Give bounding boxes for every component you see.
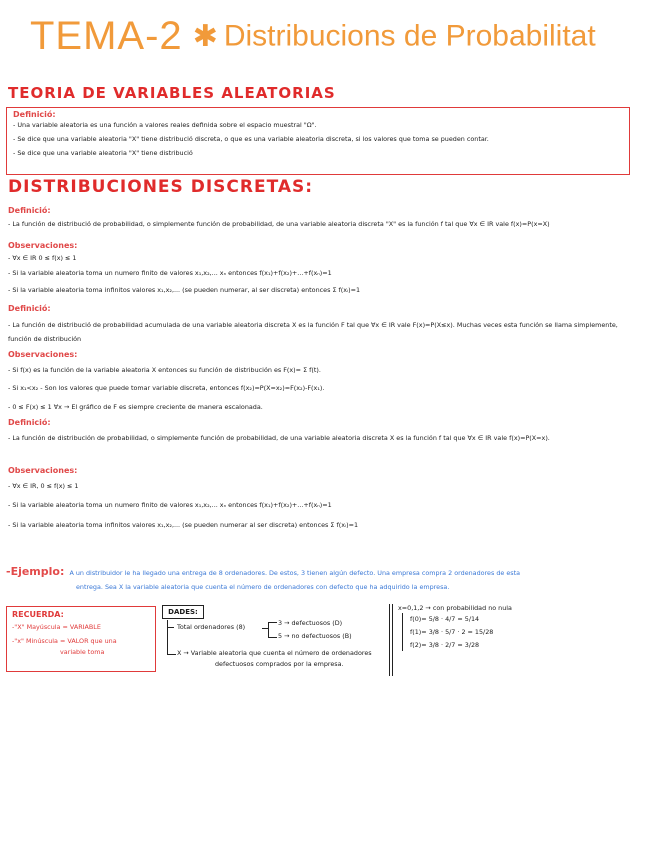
recuerda-box: [6, 606, 156, 672]
obs2-label: Observaciones:: [8, 350, 78, 359]
teoria-definition-box: [6, 107, 630, 175]
obs3-line-2: - Si la variable aleatoria toma un numero finito de valores x₁,x₂,... xₙ entonces f(x₁)+f(x₂)+...+f(xₙ)=1: [8, 501, 332, 509]
ejemplo-row: [6, 560, 520, 579]
datos-total: Total ordenadores (8): [177, 623, 246, 631]
obs1-line-2: - Si la variable aleatoria toma un numero finito de valores x₁,x₂,... xₙ entonces f(x₁)+f(x₂)+...+f(xₙ)=1: [8, 269, 332, 277]
recuerda-line-1: -"X" Mayúscula = VARIABLE: [12, 623, 101, 631]
datos-title: DADES:: [162, 605, 204, 619]
def3-section: [8, 418, 623, 445]
tema-number: TEMA-2: [30, 14, 183, 58]
datos-no-defectuosos: 5 → no defectuosos (B): [278, 632, 352, 640]
recuerda-line-2: -"x" Minúscula = VALOR que una: [12, 637, 117, 645]
obs3-label: Observaciones:: [8, 466, 78, 475]
ejemplo-line-2: entrega. Sea X la variable aleatoria que cuenta el número de ordenadores con defecto que ha adquirido la empresa.: [76, 583, 450, 591]
separator-line-1: [389, 604, 390, 676]
separator-line-2: [392, 604, 393, 676]
teoria-definition-label: Definició:: [13, 110, 56, 119]
recuerda-title: RECUERDA:: [12, 610, 64, 619]
obs3-section: [8, 466, 358, 531]
tema-subtitle: Distribucions de Probabilitat: [223, 19, 596, 53]
resultado-bracket: [402, 613, 407, 651]
def3-text: - La función de distribución de probabilidad, o simplemente función de probabilidad, de una variable aleatoria discreta X es la función f tal que ∀x ∈ IR vale f(x)=P(X=x).: [8, 434, 550, 442]
ejemplo-label: -Ejemplo:: [6, 565, 65, 578]
obs3-line-3: - Si la variable aleatoria toma infinitos valores x₁,x₂,... (se pueden numerar al ser discreta) entonces Σ f(xᵢ)=1: [8, 521, 359, 529]
teoria-line-2: - Se dice que una variable aleatoria "X" tiene distribució discreta, o que es una variable aleatoria discreta, si los valores que toma se pueden contar.: [13, 135, 489, 143]
datos-split-stem: [262, 628, 268, 629]
def1-section: [8, 206, 623, 230]
recuerda-line-3: variable toma: [60, 648, 105, 656]
def3-label: Definició:: [8, 418, 51, 427]
def2-text: - La función de distribució de probabilidad acumulada de una variable aleatoria discreta X es la función F tal que ∀x ∈ IR vale F(x)=P(X≤x). Muchas veces esta función se llama simplemente, función de distribución: [8, 321, 618, 343]
def2-section: [8, 304, 623, 346]
ejemplo-line-1: A un distribuidor le ha llegado una entrega de 8 ordenadores. De estos, 3 tienen algún defecto. Una empresa compra 2 ordenadores de esta: [69, 569, 521, 577]
datos-tree-branch: [168, 627, 174, 628]
obs2-section: [8, 350, 324, 413]
datos-x-line-1: X → Variable aleatoria que cuenta el número de ordenadores: [177, 649, 372, 657]
obs2-line-3: - 0 ≤ F(x) ≤ 1 ∀x → El gráfico de F es siempre creciente de manera escalonada.: [8, 403, 263, 411]
asterisk-icon: ✱: [192, 20, 218, 53]
def2-label: Definició:: [8, 304, 51, 313]
page-title: [30, 14, 630, 59]
datos-x-line-2: defectuosos comprados por la empresa.: [215, 660, 344, 668]
teoria-heading: TEORIA DE VARIABLES ALEATORIAS: [8, 84, 336, 102]
obs2-line-2: - Si x₁<x₂ - Son los valores que puede tomar variable discreta, entonces f(x₂)=P(X=x₂)=F(x₂)-F(x₁).: [8, 384, 325, 392]
obs1-line-1: - ∀x ∈ IR 0 ≤ f(x) ≤ 1: [8, 254, 77, 262]
def1-label: Definició:: [8, 206, 51, 215]
obs3-line-1: - ∀x ∈ IR, 0 ≤ f(x) ≤ 1: [8, 482, 79, 490]
resultado-f1: f(1)= 3/8 · 5/7 · 2 = 15/28: [410, 628, 494, 636]
obs1-line-3: - Si la variable aleatoria toma infinitos valores x₁,x₂,... (se pueden numerar, al ser discreta) entonces Σ f(xᵢ)=1: [8, 286, 361, 294]
def1-text: - La función de distribució de probabilidad, o simplemente función de probabilidad, de una variable aleatoria discreta "X" es la función f tal que ∀x ∈ IR vale f(x)=P(x=X): [8, 220, 550, 228]
obs1-section: [8, 241, 360, 296]
datos-defectuosos: 3 → defectuosos (D): [278, 619, 343, 627]
resultado-f0: f(0)= 5/8 · 4/7 = 5/14: [410, 615, 480, 623]
teoria-line-3: - Se dice que una variable aleatoria "X" tiene distribució: [13, 149, 193, 157]
obs1-label: Observaciones:: [8, 241, 78, 250]
teoria-line-1: - Una variable aleatoria es una función a valores reales definida sobre el espacio muestral "Ω".: [13, 121, 317, 129]
discretas-heading: DISTRIBUCIONES DISCRETAS:: [8, 177, 314, 197]
resultado-head: x=0,1,2 → con probabilidad no nula: [398, 604, 512, 612]
datos-split-bracket: [268, 622, 277, 638]
resultado-f2: f(2)= 3/8 · 2/7 = 3/28: [410, 641, 480, 649]
datos-tree-line: [167, 620, 176, 655]
obs2-line-1: - Si f(x) es la función de la variable aleatoria X entonces su función de distribución es F(x)= Σ f(t).: [8, 366, 321, 374]
